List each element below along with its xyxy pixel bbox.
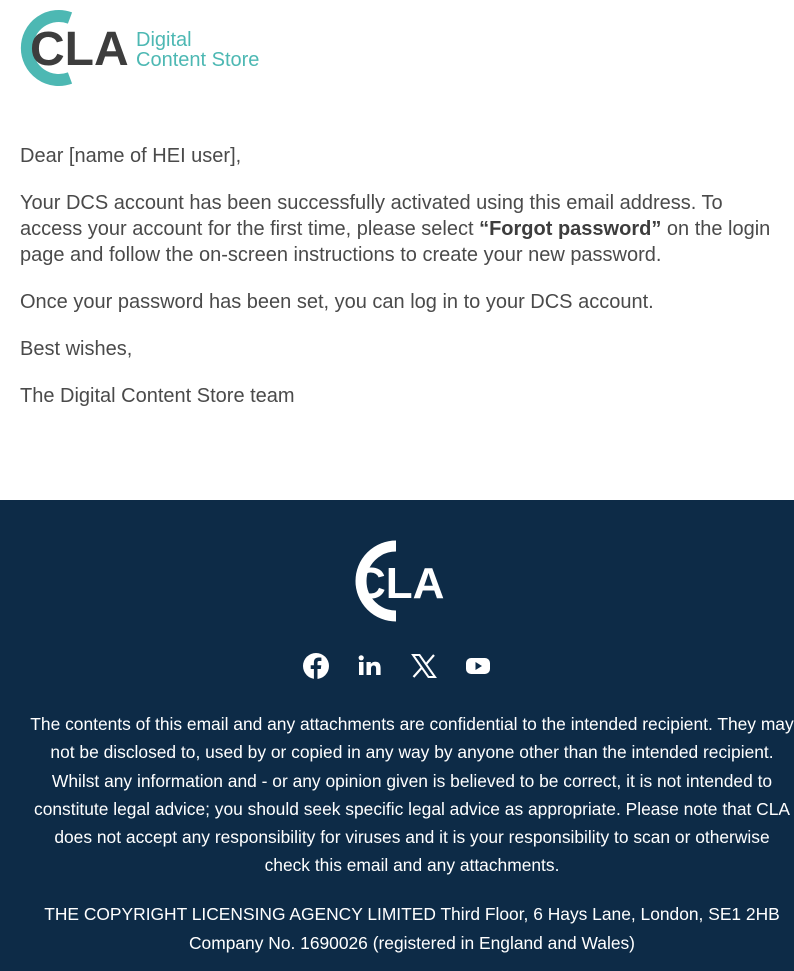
company-address: THE COPYRIGHT LICENSING AGENCY LIMITED Third Floor, 6 Hays Lane, London, SE1 2HB Company No. 1690026 (registered in England and Wales): [44, 904, 780, 953]
forgot-password-label: “Forgot password”: [479, 218, 662, 240]
cla-footer-logo: [340, 538, 480, 624]
closing: Best wishes,: [20, 338, 133, 360]
footer-logo-letters: CLA: [354, 559, 445, 608]
greeting: Dear [name of HEI user],: [20, 145, 242, 167]
cla-dcs-logo: [8, 8, 308, 88]
para1-before: Your DCS account has been successfully activated using this email address. To access your account for the first time, please select: [20, 192, 723, 240]
linkedin-icon[interactable]: [356, 652, 384, 680]
login-paragraph: Once your password has been set, you can log in to your DCS account.: [20, 291, 654, 313]
logo-sub-line2: Content Store: [136, 49, 260, 71]
para1-after: on the login page and follow the on-screen instructions to create your new password.: [20, 218, 771, 266]
activation-paragraph: [20, 190, 790, 268]
youtube-icon[interactable]: [464, 652, 492, 680]
email-footer: [0, 500, 794, 971]
logo-sub-line1: Digital: [136, 29, 192, 51]
logo-letters: CLA: [30, 23, 129, 76]
email-header: [0, 0, 794, 120]
social-links: [0, 652, 794, 680]
confidentiality-disclaimer: The contents of this email and any attachments are confidential to the intended recipient. They may not be disclosed to, used by or copied in any way by anyone other than the intended recipient. Whilst any information and - or any opinion given is believed to be correct, it is not intended to constitute legal advice; you should seek specific legal advice as appropriate. Please note that CLA does not accept any responsibility for viruses and it is your responsibility to scan or otherwise check this email and any attachments.: [30, 714, 794, 876]
signature: The Digital Content Store team: [20, 385, 295, 407]
x-icon[interactable]: [410, 652, 438, 680]
facebook-icon[interactable]: [302, 652, 330, 680]
message-body: [20, 143, 790, 430]
